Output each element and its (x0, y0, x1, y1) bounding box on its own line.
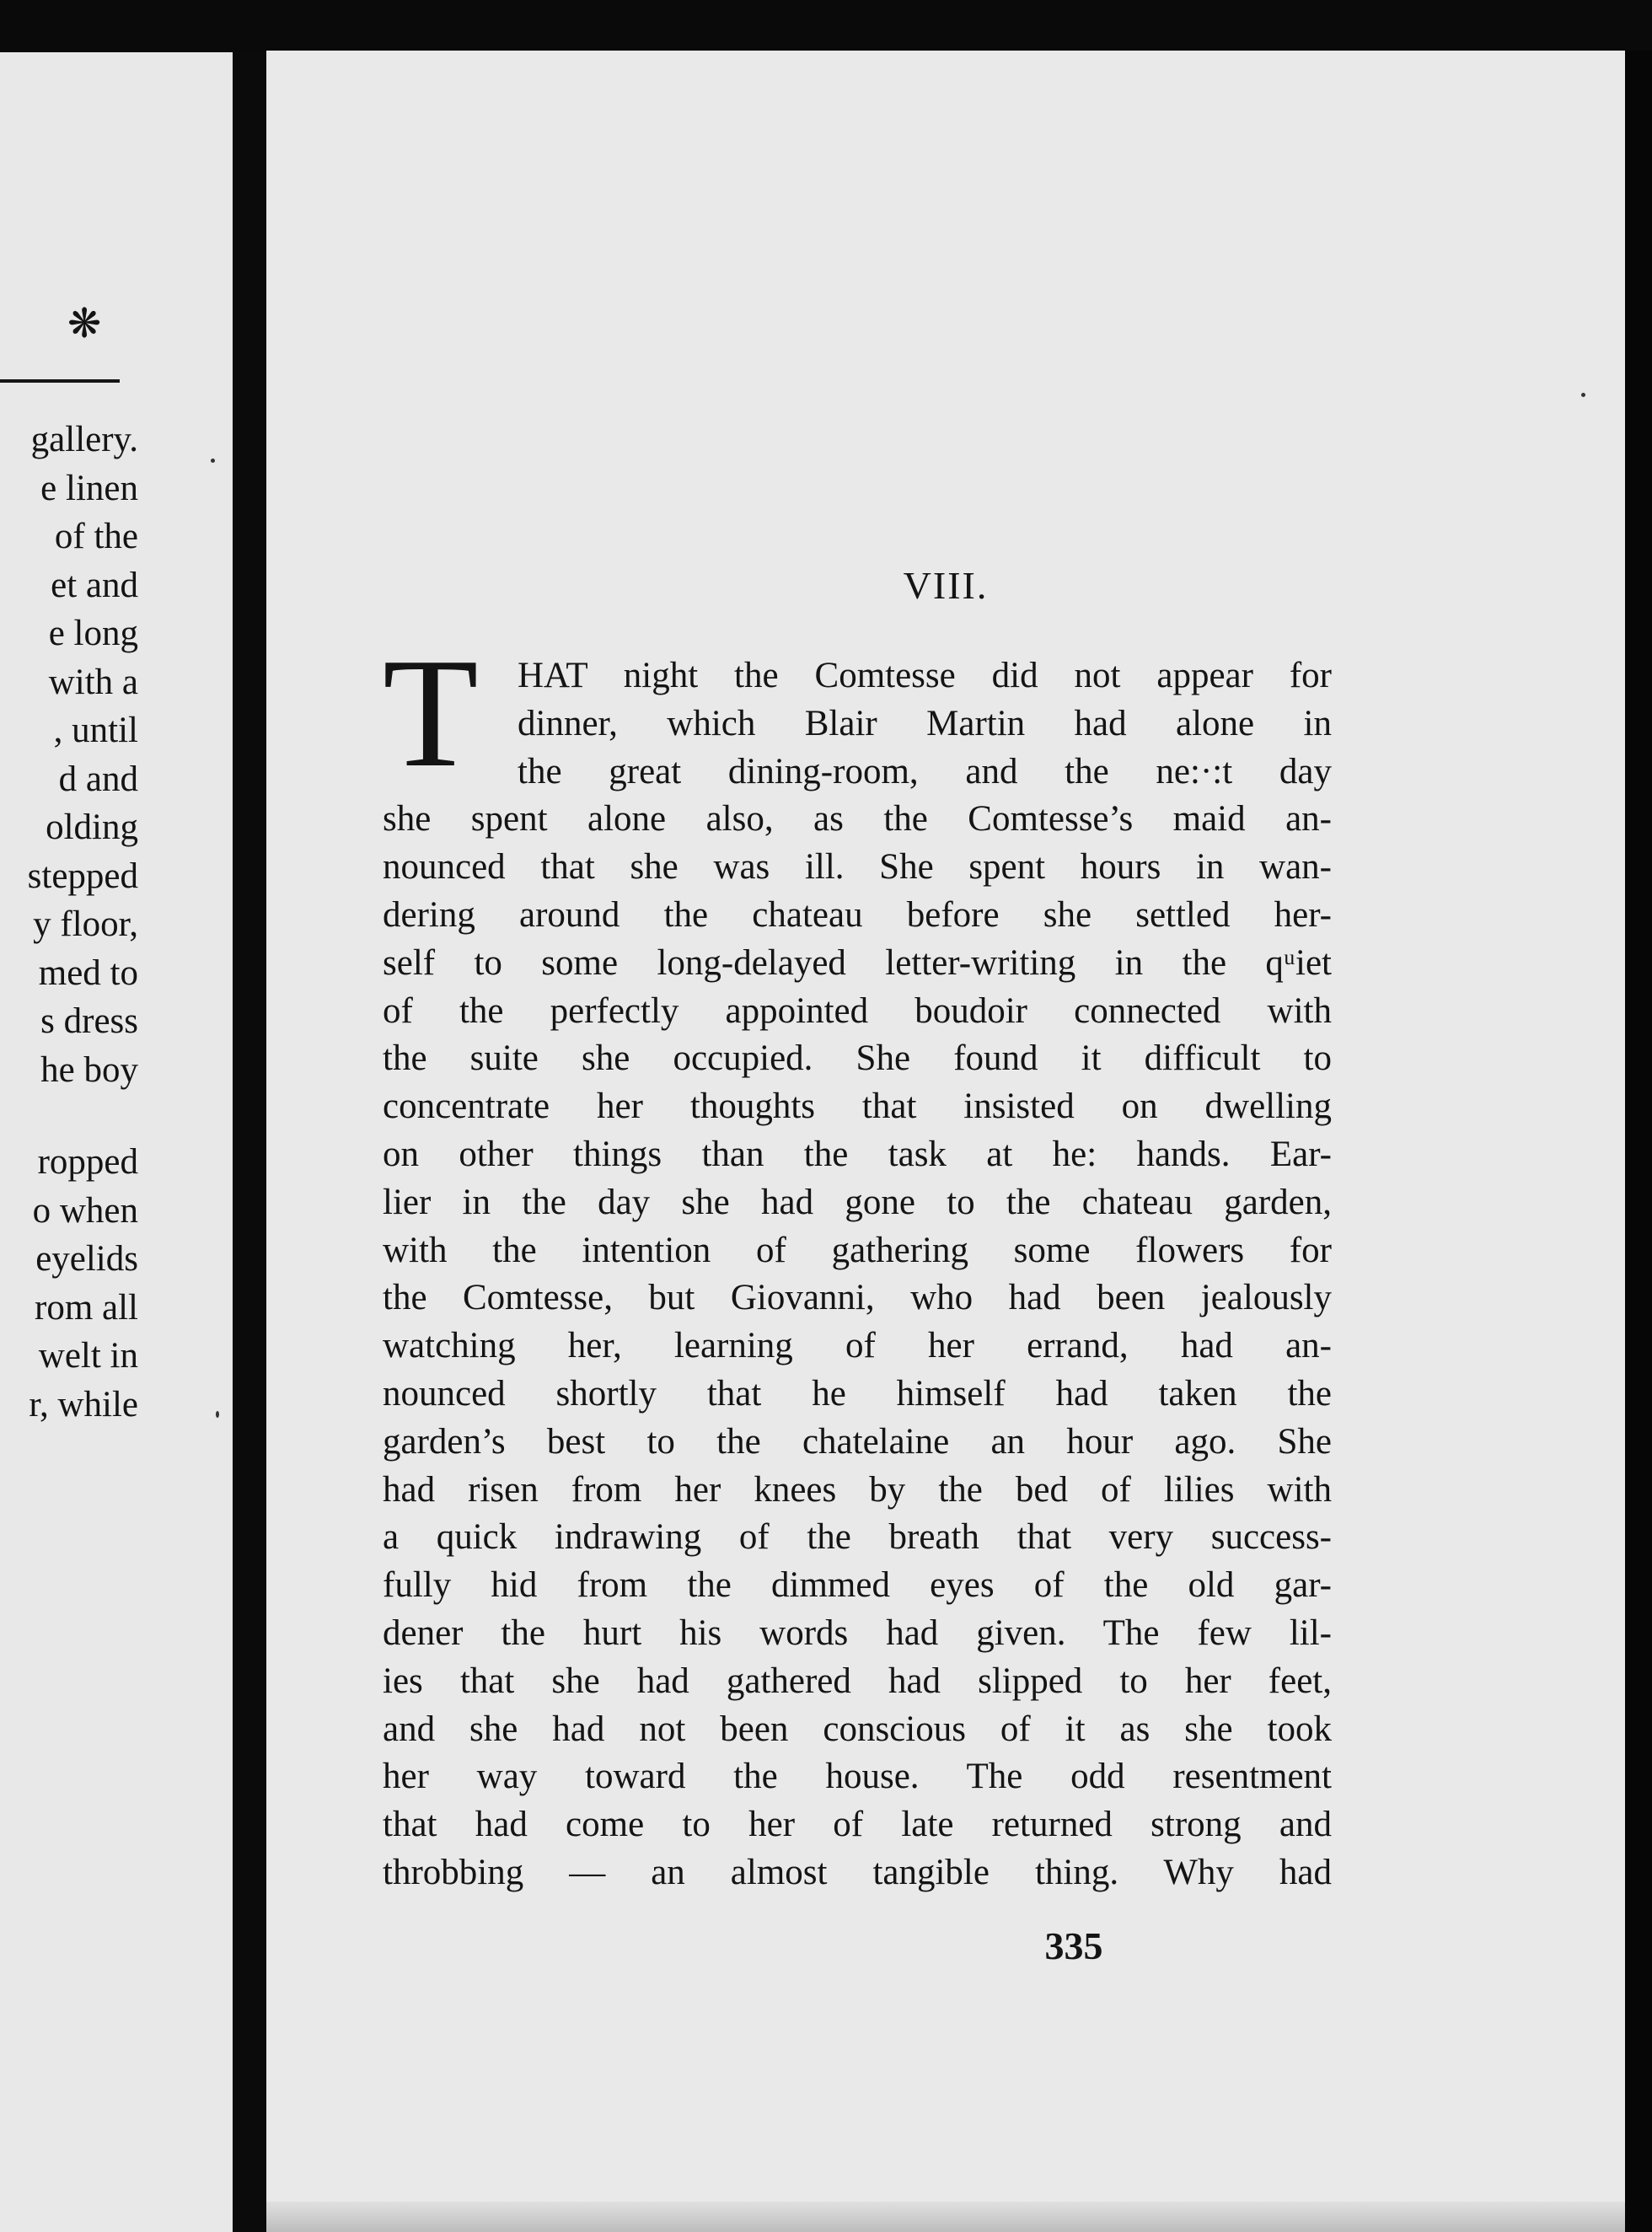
text-line: garden’s best to the chatelaine an hour ago. She (383, 1421, 1332, 1462)
text-line: ies that she had gathered had slipped to her feet, (383, 1661, 1332, 1701)
page-number: 335 (1044, 1924, 1103, 1967)
text-line: with a (48, 662, 138, 702)
drop-cap: T (383, 626, 479, 800)
text-line: the Comtesse, but Giovanni, who had been jealously (383, 1278, 1332, 1318)
text-line: of the perfectly appointed boudoir connected with (383, 990, 1332, 1031)
text-line: fully hid from the dimmed eyes of the old gar- (383, 1565, 1332, 1606)
scan-edge (1625, 51, 1652, 2232)
text-line: r, while (29, 1384, 138, 1425)
text-line: self to some long-delayed letter-writing in the qᵘiet (383, 942, 1332, 983)
paragraph-gap (0, 1094, 138, 1138)
text-line: , until (53, 711, 138, 750)
text-line: nounced shortly that he himself had taken the (383, 1373, 1332, 1414)
text-line: nounced that she was ill. She spent hours in wan- (383, 847, 1332, 888)
text-line: the suite she occupied. She found it difficult to (383, 1038, 1332, 1079)
text-line: y floor, (33, 904, 138, 944)
text-line: gallery. (30, 420, 138, 459)
text-line: on other things than the task at he: hands. Ear- (383, 1134, 1332, 1174)
page-gutter (233, 52, 266, 2232)
text-line: a quick indrawing of the breath that very success- (383, 1517, 1332, 1558)
header-rule (0, 379, 120, 383)
text-line: eyelids (35, 1239, 138, 1279)
text-line: welt in (38, 1336, 138, 1376)
text-line: the great dining-room, and the ne:·:t day (518, 751, 1332, 791)
text-line: had risen from her knees by the bed of lilies with (383, 1469, 1332, 1510)
scan-speck (211, 459, 215, 463)
text-line: stepped (27, 856, 138, 896)
text-line: et and (51, 565, 138, 605)
text-line: and she had not been conscious of it as she took (383, 1709, 1332, 1749)
text-line: dinner, which Blair Martin had alone in (518, 703, 1332, 743)
text-line: throbbing — an almost tangible thing. Why had (383, 1852, 1332, 1892)
text-line: olding (46, 807, 138, 847)
text-line: watching her, learning of her errand, had an- (383, 1326, 1332, 1366)
text-line: HAT night the Comtesse did not appear for (518, 656, 1332, 695)
text-line: ropped (37, 1142, 138, 1182)
body-text (383, 652, 1332, 1897)
text-line: that had come to her of late returned strong and (383, 1805, 1332, 1845)
text-line: rom all (35, 1287, 138, 1328)
text-line: with the intention of gathering some flowers for (383, 1230, 1332, 1270)
text-line: concentrate her thoughts that insisted on dwelling (383, 1086, 1332, 1127)
left-facing-page (0, 52, 233, 2232)
text-line: he boy (40, 1049, 138, 1090)
text-line: s dress (40, 1001, 138, 1041)
right-main-page (266, 51, 1625, 2232)
text-line: dener the hurt his words had given. The few lil- (383, 1612, 1332, 1653)
text-line: of the (54, 517, 138, 556)
text-line: lier in the day she had gone to the chateau garden, (383, 1182, 1332, 1222)
text-line: o when (32, 1190, 138, 1231)
text-line: dering around the chateau before she settled her- (383, 894, 1332, 935)
ornament-icon: ❋ (67, 300, 102, 347)
chapter-heading: VIII. (903, 564, 989, 607)
text-line: her way toward the house. The odd resentment (383, 1757, 1332, 1797)
text-line: e long (48, 614, 138, 653)
text-line: d and (58, 759, 138, 799)
scan-speck (216, 1411, 219, 1418)
scan-speck (1581, 393, 1585, 397)
text-line: she spent alone also, as the Comtesse’s maid an- (383, 799, 1332, 840)
page-bottom-shadow (266, 2202, 1625, 2232)
text-line: e linen (40, 468, 138, 508)
left-page-text (0, 416, 138, 1429)
text-line: med to (38, 952, 138, 993)
